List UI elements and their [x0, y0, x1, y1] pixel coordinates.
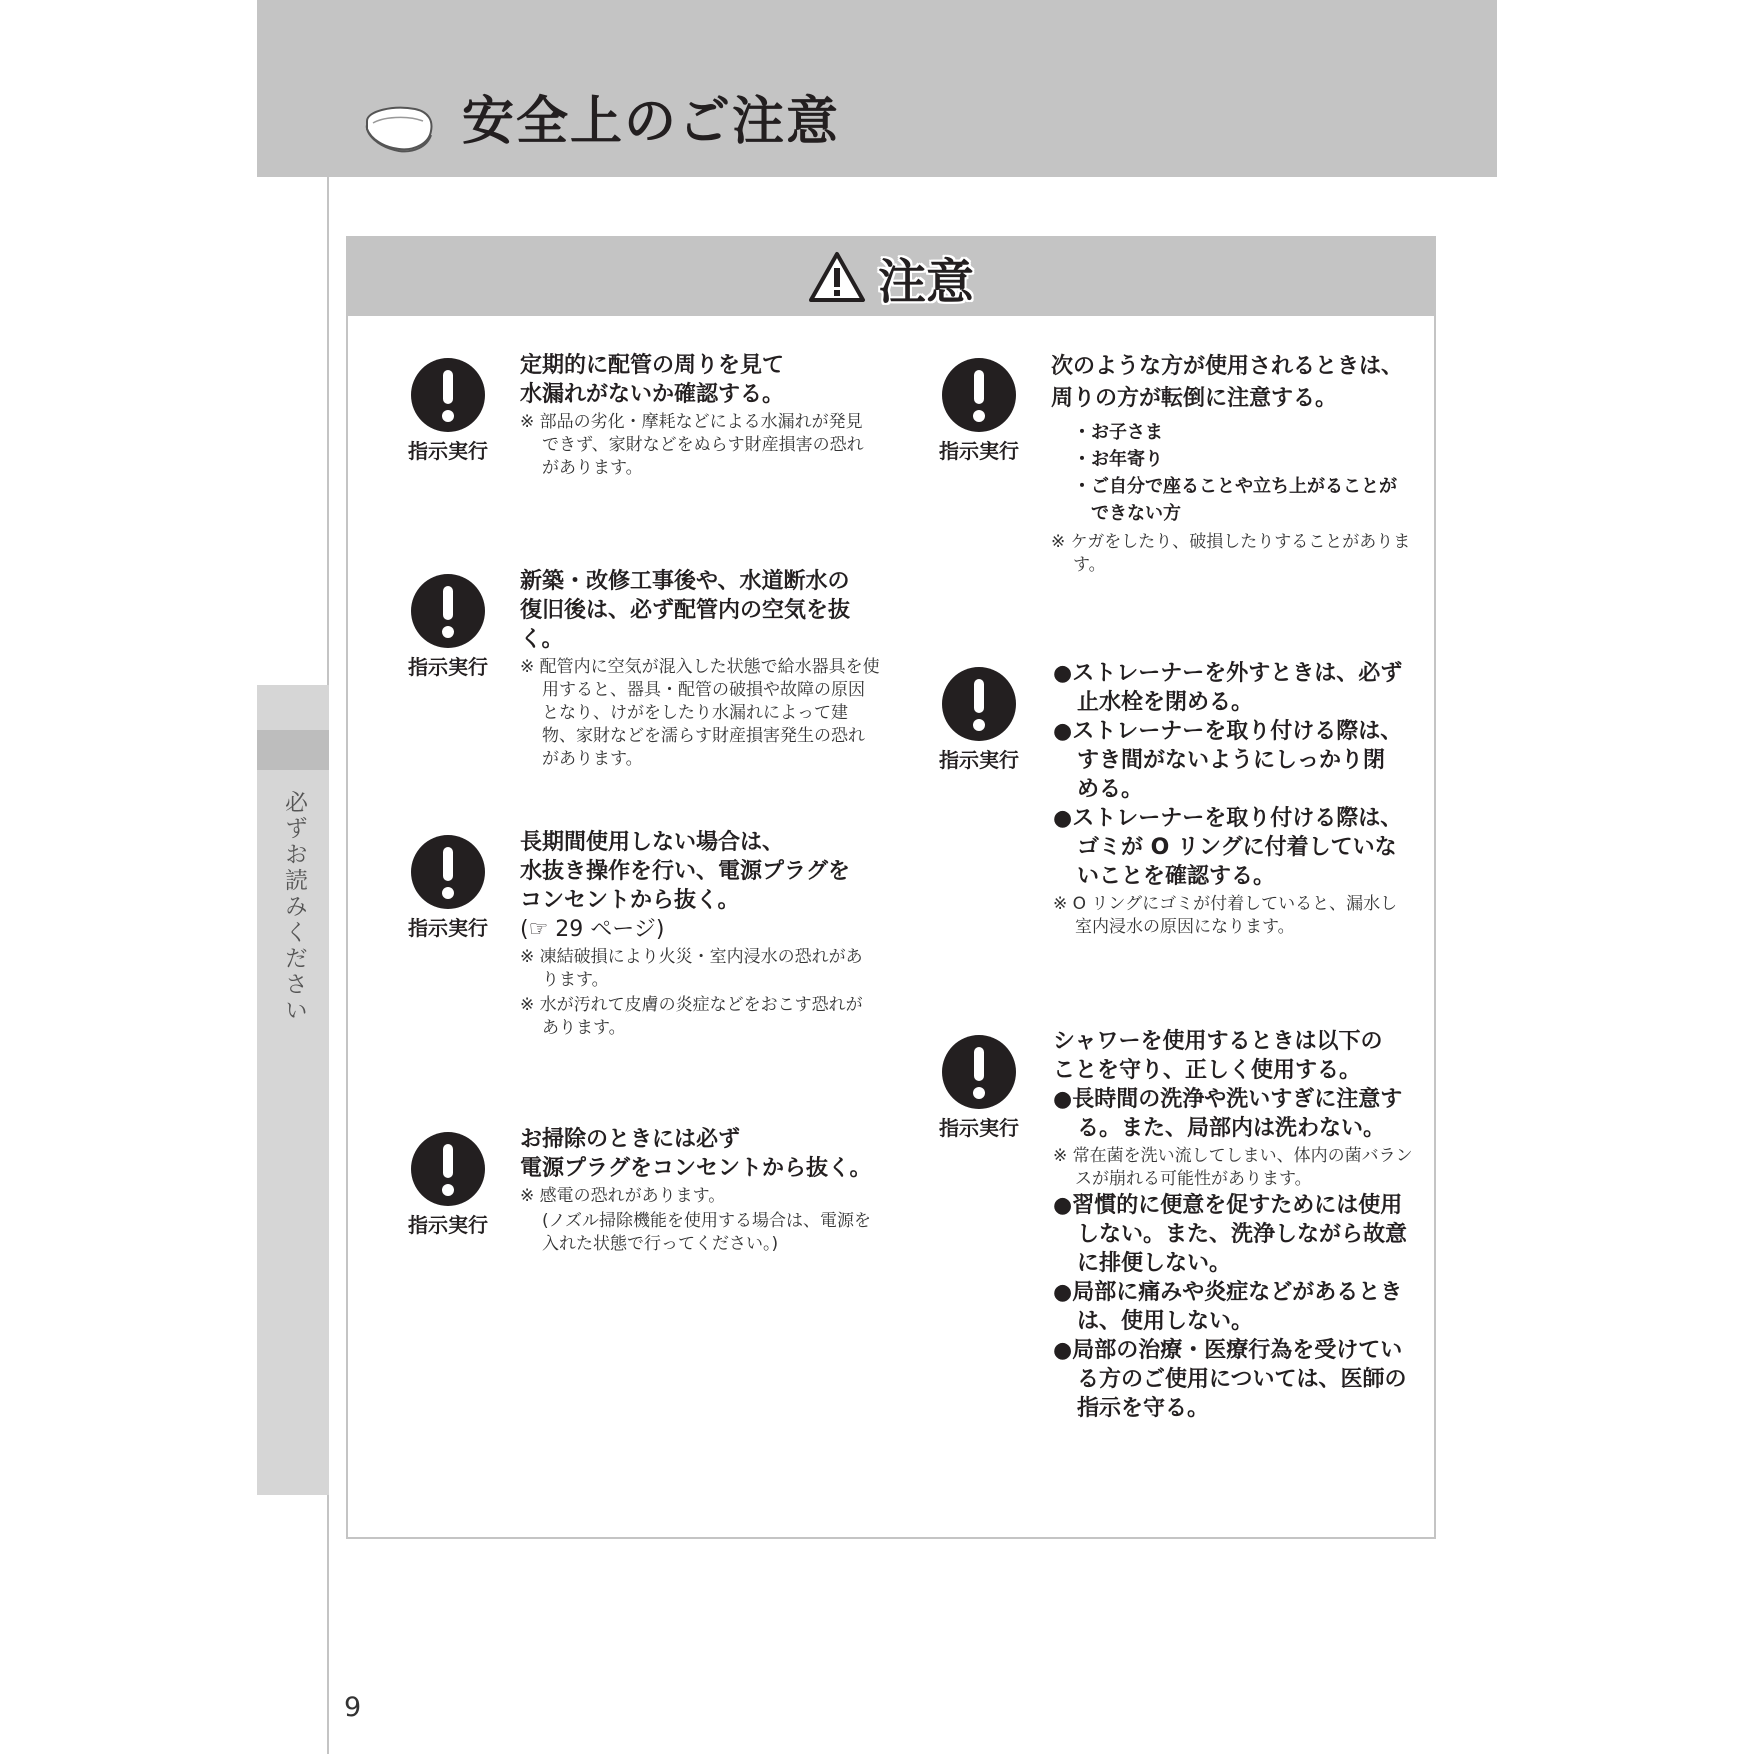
item-body [520, 1125, 880, 1256]
exclamation-circle-icon [410, 834, 486, 910]
side-tab-label: 必ずお読みください [281, 790, 307, 1024]
instruction-label: 指示実行 [408, 439, 488, 463]
item-body [1053, 1027, 1413, 1423]
bullet-list [1073, 419, 1411, 527]
instruction-icon [934, 357, 1024, 464]
item-body [1053, 659, 1403, 939]
instruction-icon [934, 1034, 1024, 1141]
toilet-seat-icon [363, 103, 435, 155]
exclamation-circle-icon [941, 1034, 1017, 1110]
instruction-label: 指示実行 [408, 1213, 488, 1237]
caution-title: 注意 [877, 253, 974, 310]
header-band [257, 0, 1497, 177]
exclamation-circle-icon [941, 357, 1017, 433]
item-main-text: 新築・改修工事後や、水道断水の 復旧後は、必ず配管内の空気を抜く。 [520, 569, 851, 652]
item-main-text: 定期的に配管の周りを見て 水漏れがないか確認する。 [520, 353, 785, 407]
side-tab-marker [257, 730, 329, 770]
dot-item: ●習慣的に便意を促すためには使用しない。また、洗浄しながら故意に排便しない。 [1053, 1193, 1408, 1276]
caution-header [348, 238, 1434, 316]
dot-item: ●ストレーナーを取り付ける際は、すき間がないようにしっかり閉める。 [1053, 719, 1403, 802]
instruction-icon [403, 573, 493, 680]
instruction-icon [403, 357, 493, 464]
item-note: ※ 部品の劣化・摩耗などによる水漏れが発見できず、家財などをぬらす財産損害の恐れがあります。 [520, 412, 864, 478]
item-body [1051, 351, 1411, 577]
item-main-text: 長期間使用しない場合は、 水抜き操作を行い、電源プラグを コンセントから抜く。 [520, 830, 851, 913]
instruction-label: 指示実行 [408, 916, 488, 940]
page-number: 9 [344, 1692, 362, 1723]
dot-item: ●長時間の洗浄や洗いすぎに注意する。また、局部内は洗わない。 [1053, 1087, 1403, 1141]
exclamation-circle-icon [410, 1131, 486, 1207]
item-note: ※ 凍結破損により火災・室内浸水の恐れがあります。 [520, 947, 863, 990]
item-body [520, 828, 870, 1040]
list-item: ・お年寄り [1073, 449, 1163, 470]
item-note: (ノズル掃除機能を使用する場合は、電源を入れた状態で行ってください。) [542, 1211, 871, 1254]
item-body [520, 567, 880, 771]
instruction-label: 指示実行 [408, 655, 488, 679]
item-note: ※ 常在菌を洗い流してしまい、体内の菌バランスが崩れる可能性があります。 [1053, 1146, 1413, 1189]
instruction-icon [403, 1131, 493, 1238]
warning-triangle-icon [808, 251, 866, 303]
list-item: ・ご自分で座ることや立ち上がることができない方 [1073, 476, 1397, 524]
dot-item: ●局部に痛みや炎症などがあるときは、使用しない。 [1053, 1280, 1403, 1334]
item-body [520, 351, 870, 480]
item-note: ※ 感電の恐れがあります。 [520, 1186, 726, 1206]
item-main-text: 次のような方が使用されるときは、 周りの方が転倒に注意する。 [1051, 354, 1404, 411]
page-reference: (☞ 29 ページ) [520, 917, 665, 942]
instruction-label: 指示実行 [939, 748, 1019, 772]
list-item: ・お子さま [1073, 422, 1163, 443]
dot-item: ●局部の治療・医療行為を受けている方のご使用については、医師の指示を守る。 [1053, 1338, 1407, 1421]
item-note: ※ ケガをしたり、破損したりすることがあります。 [1051, 532, 1411, 575]
item-main-text: お掃除のときには必ず 電源プラグをコンセントから抜く。 [520, 1127, 872, 1181]
exclamation-circle-icon [410, 357, 486, 433]
item-note: ※ 配管内に空気が混入した状態で給水器具を使用すると、器具・配管の破損や故障の原因となり、けがをしたり水漏れによって建物、家財などを濡らす財産損害発生の恐れがあります。 [520, 657, 880, 769]
dot-item: ●ストレーナーを取り付ける際は、ゴミが O リングに付着していないことを確認する。 [1053, 806, 1403, 889]
dot-item: ●ストレーナーを外すときは、必ず止水栓を閉める。 [1053, 661, 1403, 715]
exclamation-circle-icon [941, 666, 1017, 742]
item-main-text: シャワーを使用するときは以下の ことを守り、正しく使用する。 [1053, 1029, 1383, 1083]
page-title: 安全上のご注意 [462, 92, 841, 152]
instruction-icon [403, 834, 493, 941]
item-note: ※ 水が汚れて皮膚の炎症などをおこす恐れがあります。 [520, 995, 863, 1038]
item-note: ※ O リングにゴミが付着していると、漏水し室内浸水の原因になります。 [1053, 894, 1398, 937]
instruction-label: 指示実行 [939, 1116, 1019, 1140]
instruction-label: 指示実行 [939, 439, 1019, 463]
exclamation-circle-icon [410, 573, 486, 649]
instruction-icon [934, 666, 1024, 773]
